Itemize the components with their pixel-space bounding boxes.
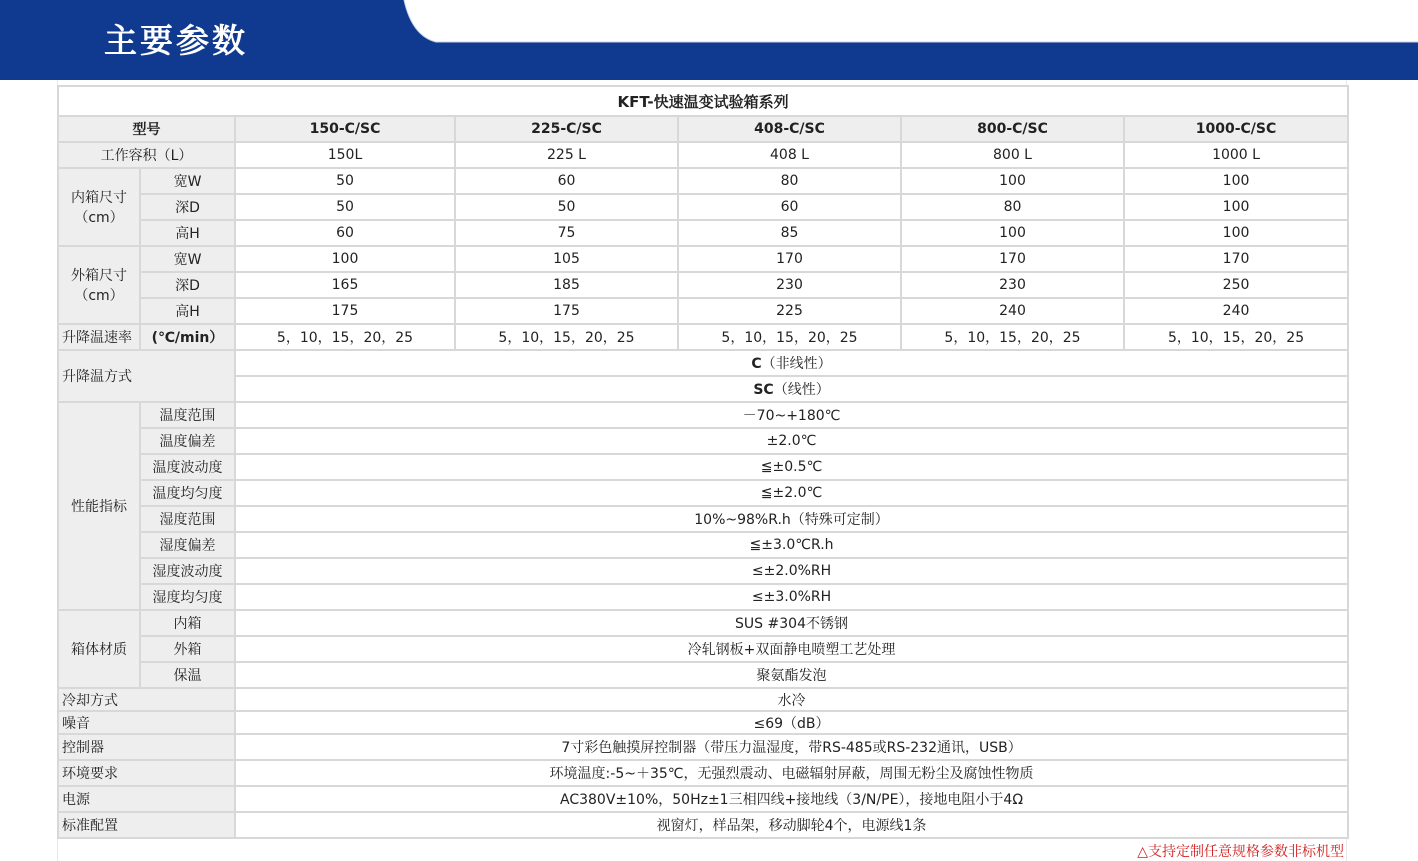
inner-dim-cell: 50 (235, 168, 455, 194)
volume-cell: 1000 L (1124, 142, 1348, 168)
inner-dim-cell: 50 (455, 194, 678, 220)
inner-dim-cell: 100 (901, 220, 1124, 246)
outer-dim-sublabel: 宽W (140, 246, 235, 272)
volume-cell: 150L (235, 142, 455, 168)
performance-sublabel: 湿度波动度 (140, 558, 235, 584)
volume-cell: 408 L (678, 142, 901, 168)
performance-cell: ≦±2.0℃ (235, 480, 1348, 506)
performance-sublabel: 温度偏差 (140, 428, 235, 454)
performance-sublabel: 湿度偏差 (140, 532, 235, 558)
outer-dim-label: 外箱尺寸（cm） (58, 246, 140, 324)
model-cell: 225-C/SC (455, 116, 678, 142)
rate-cell: 5，10，15，20，25 (901, 324, 1124, 350)
volume-cell: 800 L (901, 142, 1124, 168)
inner-dim-cell: 60 (235, 220, 455, 246)
power-cell: AC380V±10%，50Hz±1三相四线+接地线（3/N/PE），接地电阻小于4Ω (235, 786, 1348, 812)
table-row-perf (58, 454, 1348, 480)
inner-dim-sublabel: 深D (140, 194, 235, 220)
model-cell: 1000-C/SC (1124, 116, 1348, 142)
inner-dim-cell: 80 (901, 194, 1124, 220)
outer-dim-sublabel: 高H (140, 298, 235, 324)
inner-dim-cell: 60 (678, 194, 901, 220)
outer-dim-cell: 175 (235, 298, 455, 324)
rate-cell: 5，10，15，20，25 (678, 324, 901, 350)
table-title: KFT-快速温变试验箱系列 (58, 86, 1348, 116)
rate-label: 升降温速率 (58, 324, 140, 350)
environment-cell: 环境温度:-5~＋35℃，无强烈震动、电磁辐射屏蔽，周围无粉尘及腐蚀性物质 (235, 760, 1348, 786)
outer-dim-cell: 165 (235, 272, 455, 298)
cooling-cell: 水冷 (235, 688, 1348, 711)
performance-cell: ≦±0.5℃ (235, 454, 1348, 480)
rate-cell: 5，10，15，20，25 (235, 324, 455, 350)
outer-dim-cell: 250 (1124, 272, 1348, 298)
inner-dim-cell: 100 (1124, 194, 1348, 220)
outer-dim-cell: 230 (678, 272, 901, 298)
model-cell: 800-C/SC (901, 116, 1124, 142)
standard-cell: 视窗灯，样品架，移动脚轮4个，电源线1条 (235, 812, 1348, 838)
performance-cell: ≦±3.0℃R.h (235, 532, 1348, 558)
rate-cell: 5，10，15，20，25 (1124, 324, 1348, 350)
table-row-standard (58, 812, 1348, 838)
inner-dim-label: 内箱尺寸（cm） (58, 168, 140, 246)
power-label: 电源 (58, 786, 235, 812)
volume-cell: 225 L (455, 142, 678, 168)
outer-dim-cell: 225 (678, 298, 901, 324)
table-row-perf (58, 506, 1348, 532)
performance-cell: ≤±3.0%RH (235, 584, 1348, 610)
controller-label: 控制器 (58, 734, 235, 760)
performance-sublabel: 温度均匀度 (140, 480, 235, 506)
material-sublabel: 内箱 (140, 610, 235, 636)
outer-dim-cell: 240 (901, 298, 1124, 324)
customization-note: △支持定制任意规格参数非标机型 (1137, 844, 1344, 860)
table-row-inner-width (58, 168, 1348, 194)
rate-unit: (℃/min） (140, 324, 235, 350)
table-row-inner-height (58, 220, 1348, 246)
table-row-perf (58, 584, 1348, 610)
material-sublabel: 保温 (140, 662, 235, 688)
noise-label: 噪音 (58, 711, 235, 734)
outer-dim-cell: 240 (1124, 298, 1348, 324)
table-row-rate (58, 324, 1348, 350)
outer-dim-cell: 170 (1124, 246, 1348, 272)
inner-dim-cell: 85 (678, 220, 901, 246)
spec-table (57, 85, 1349, 839)
inner-dim-cell: 50 (235, 194, 455, 220)
header-banner (0, 0, 1418, 80)
table-row-cooling (58, 688, 1348, 711)
mode-c-code: C (751, 356, 762, 372)
environment-label: 环境要求 (58, 760, 235, 786)
model-label: 型号 (58, 116, 235, 142)
performance-cell: －70~+180℃ (235, 402, 1348, 428)
material-cell: 聚氨酯发泡 (235, 662, 1348, 688)
rate-cell: 5，10，15，20，25 (455, 324, 678, 350)
cooling-label: 冷却方式 (58, 688, 235, 711)
mode-sc-text: （线性） (773, 382, 830, 398)
inner-dim-cell: 80 (678, 168, 901, 194)
outer-dim-cell: 185 (455, 272, 678, 298)
table-row-environment (58, 760, 1348, 786)
mode-sc-code: SC (753, 382, 774, 398)
outer-dim-sublabel: 深D (140, 272, 235, 298)
performance-cell: ≤±2.0%RH (235, 558, 1348, 584)
performance-sublabel: 温度范围 (140, 402, 235, 428)
table-row-power (58, 786, 1348, 812)
table-row-controller (58, 734, 1348, 760)
table-row-perf (58, 428, 1348, 454)
inner-dim-cell: 100 (901, 168, 1124, 194)
table-row-perf (58, 532, 1348, 558)
material-sublabel: 外箱 (140, 636, 235, 662)
mode-c-cell (235, 350, 1348, 376)
inner-dim-cell: 75 (455, 220, 678, 246)
outer-dim-cell: 230 (901, 272, 1124, 298)
outer-dim-cell: 100 (235, 246, 455, 272)
table-row-inner-depth (58, 194, 1348, 220)
table-row-mode-c (58, 350, 1348, 376)
inner-dim-sublabel: 宽W (140, 168, 235, 194)
table-row-material (58, 662, 1348, 688)
table-row-noise (58, 711, 1348, 734)
inner-dim-cell: 100 (1124, 220, 1348, 246)
table-row-mode-sc (58, 376, 1348, 402)
mode-sc-cell (235, 376, 1348, 402)
volume-label: 工作容积（L） (58, 142, 235, 168)
table-row-perf (58, 402, 1348, 428)
model-cell: 150-C/SC (235, 116, 455, 142)
outer-dim-cell: 170 (678, 246, 901, 272)
page-title: 主要参数 (104, 21, 248, 60)
inner-dim-cell: 60 (455, 168, 678, 194)
table-row-outer-width (58, 246, 1348, 272)
mode-c-text: （非线性） (761, 356, 832, 372)
table-row-outer-height (58, 298, 1348, 324)
mode-label: 升降温方式 (58, 350, 235, 402)
table-row-volume (58, 142, 1348, 168)
table-row-material (58, 610, 1348, 636)
inner-dim-cell: 100 (1124, 168, 1348, 194)
performance-cell: 10%~98%R.h（特殊可定制） (235, 506, 1348, 532)
material-cell: SUS #304不锈钢 (235, 610, 1348, 636)
performance-cell: ±2.0℃ (235, 428, 1348, 454)
performance-sublabel: 湿度范围 (140, 506, 235, 532)
performance-sublabel: 温度波动度 (140, 454, 235, 480)
performance-label: 性能指标 (58, 402, 140, 610)
noise-cell: ≤69（dB） (235, 711, 1348, 734)
material-label: 箱体材质 (58, 610, 140, 688)
performance-sublabel: 湿度均匀度 (140, 584, 235, 610)
standard-label: 标准配置 (58, 812, 235, 838)
outer-dim-cell: 170 (901, 246, 1124, 272)
outer-dim-cell: 105 (455, 246, 678, 272)
table-row-material (58, 636, 1348, 662)
inner-dim-sublabel: 高H (140, 220, 235, 246)
table-row-outer-depth (58, 272, 1348, 298)
outer-dim-cell: 175 (455, 298, 678, 324)
model-cell: 408-C/SC (678, 116, 901, 142)
material-cell: 冷轧钢板+双面静电喷塑工艺处理 (235, 636, 1348, 662)
controller-cell: 7寸彩色触摸屏控制器（带压力温湿度，带RS-485或RS-232通讯，USB） (235, 734, 1348, 760)
table-row-perf (58, 558, 1348, 584)
table-row-model (58, 116, 1348, 142)
table-row-perf (58, 480, 1348, 506)
